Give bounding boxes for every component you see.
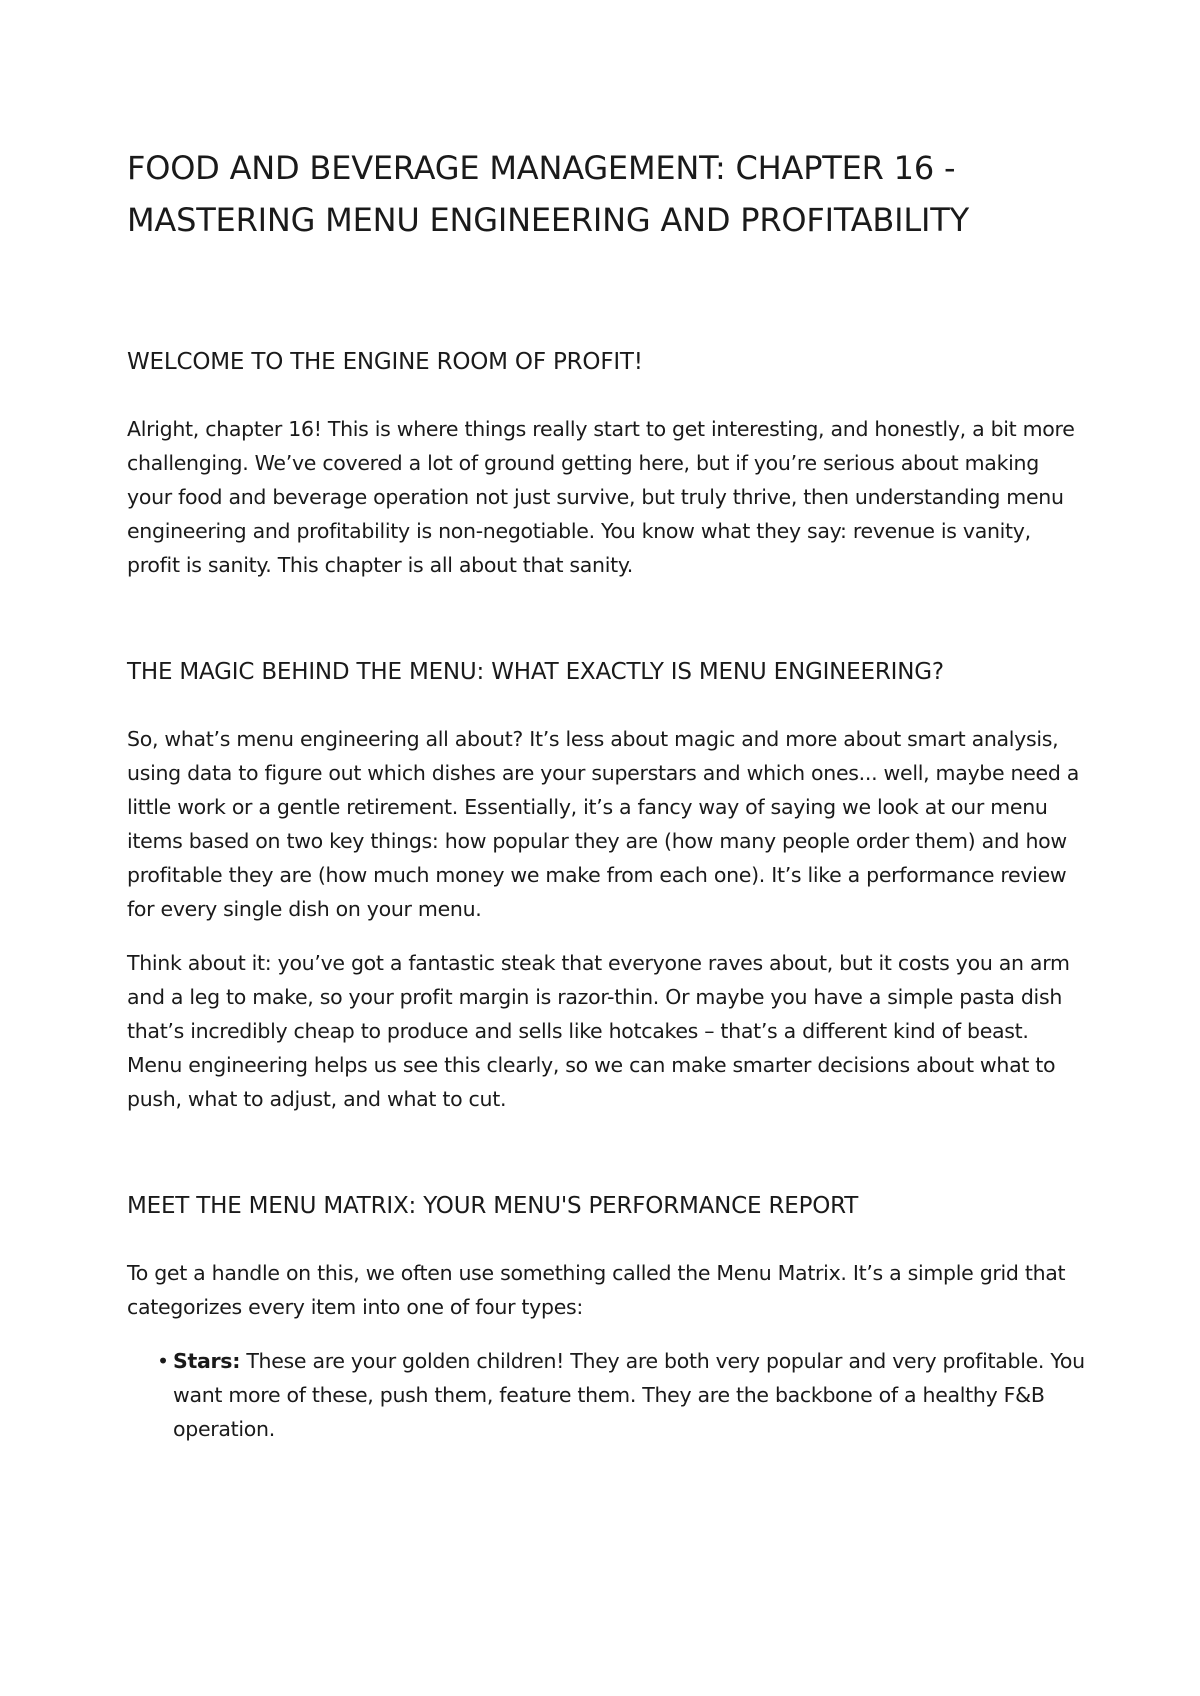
paragraph-menu-matrix-intro: To get a handle on this, we often use something called the Menu Matrix. It’s a simple grid that categorizes every item into one of four types: (127, 1261, 1066, 1319)
list-item-text: These are your golden children! They are both very popular and very profitable. You want more of these, push them, feature them. They are the backbone of a healthy F&B operation. (173, 1349, 1085, 1441)
section-spacer (127, 1136, 1087, 1186)
paragraph-intro: Alright, chapter 16! This is where things really start to get interesting, and honestly, a bit more challenging. We’ve covered a lot of ground getting here, but if you’re serious about making your food and beverage operation not just survive, but truly thrive, then understanding menu engineering and profitability is non-negotiable. You know what they say: revenue is vanity, profit is sanity. This chapter is all about that sanity. (127, 417, 1075, 577)
section-heading-welcome: WELCOME TO THE ENGINE ROOM OF PROFIT! (127, 349, 643, 375)
paragraph-menu-engineering-example: Think about it: you’ve got a fantastic steak that everyone raves about, but it costs you an arm and a leg to make, so your profit margin is razor-thin. Or maybe you have a simple pasta dish that’s incredibly cheap to produce and sells like hotcakes – that’s a different kind of beast. Menu engineering helps us see this clearly, so we can make smarter decisions about what to push, what to adjust, and what to cut. (127, 951, 1070, 1111)
section-spacer (127, 602, 1087, 652)
menu-matrix-list (127, 1344, 1087, 1446)
list-item-term: Stars: (173, 1349, 241, 1373)
paragraph-menu-engineering-definition: So, what’s menu engineering all about? It’s less about magic and more about smart analysis, using data to figure out which dishes are your superstars and which ones... well, maybe need a little work or a gentle retirement. Essentially, it’s a fancy way of saying we look at our menu items based on two key things: how popular they are (how many people order them) and how profitable they are (how much money we make from each one). It’s like a performance review for every single dish on your menu. (127, 727, 1080, 921)
section-heading-menu-matrix: MEET THE MENU MATRIX: YOUR MENU'S PERFORMANCE REPORT (127, 1193, 859, 1219)
bullet-icon: • (157, 1349, 169, 1373)
document-page (127, 142, 1087, 1446)
list-item-stars (157, 1344, 1087, 1446)
section-heading-menu-engineering: THE MAGIC BEHIND THE MENU: WHAT EXACTLY IS MENU ENGINEERING? (127, 659, 944, 685)
document-title: FOOD AND BEVERAGE MANAGEMENT: CHAPTER 16 - MASTERING MENU ENGINEERING AND PROFITABILITY (127, 149, 969, 239)
